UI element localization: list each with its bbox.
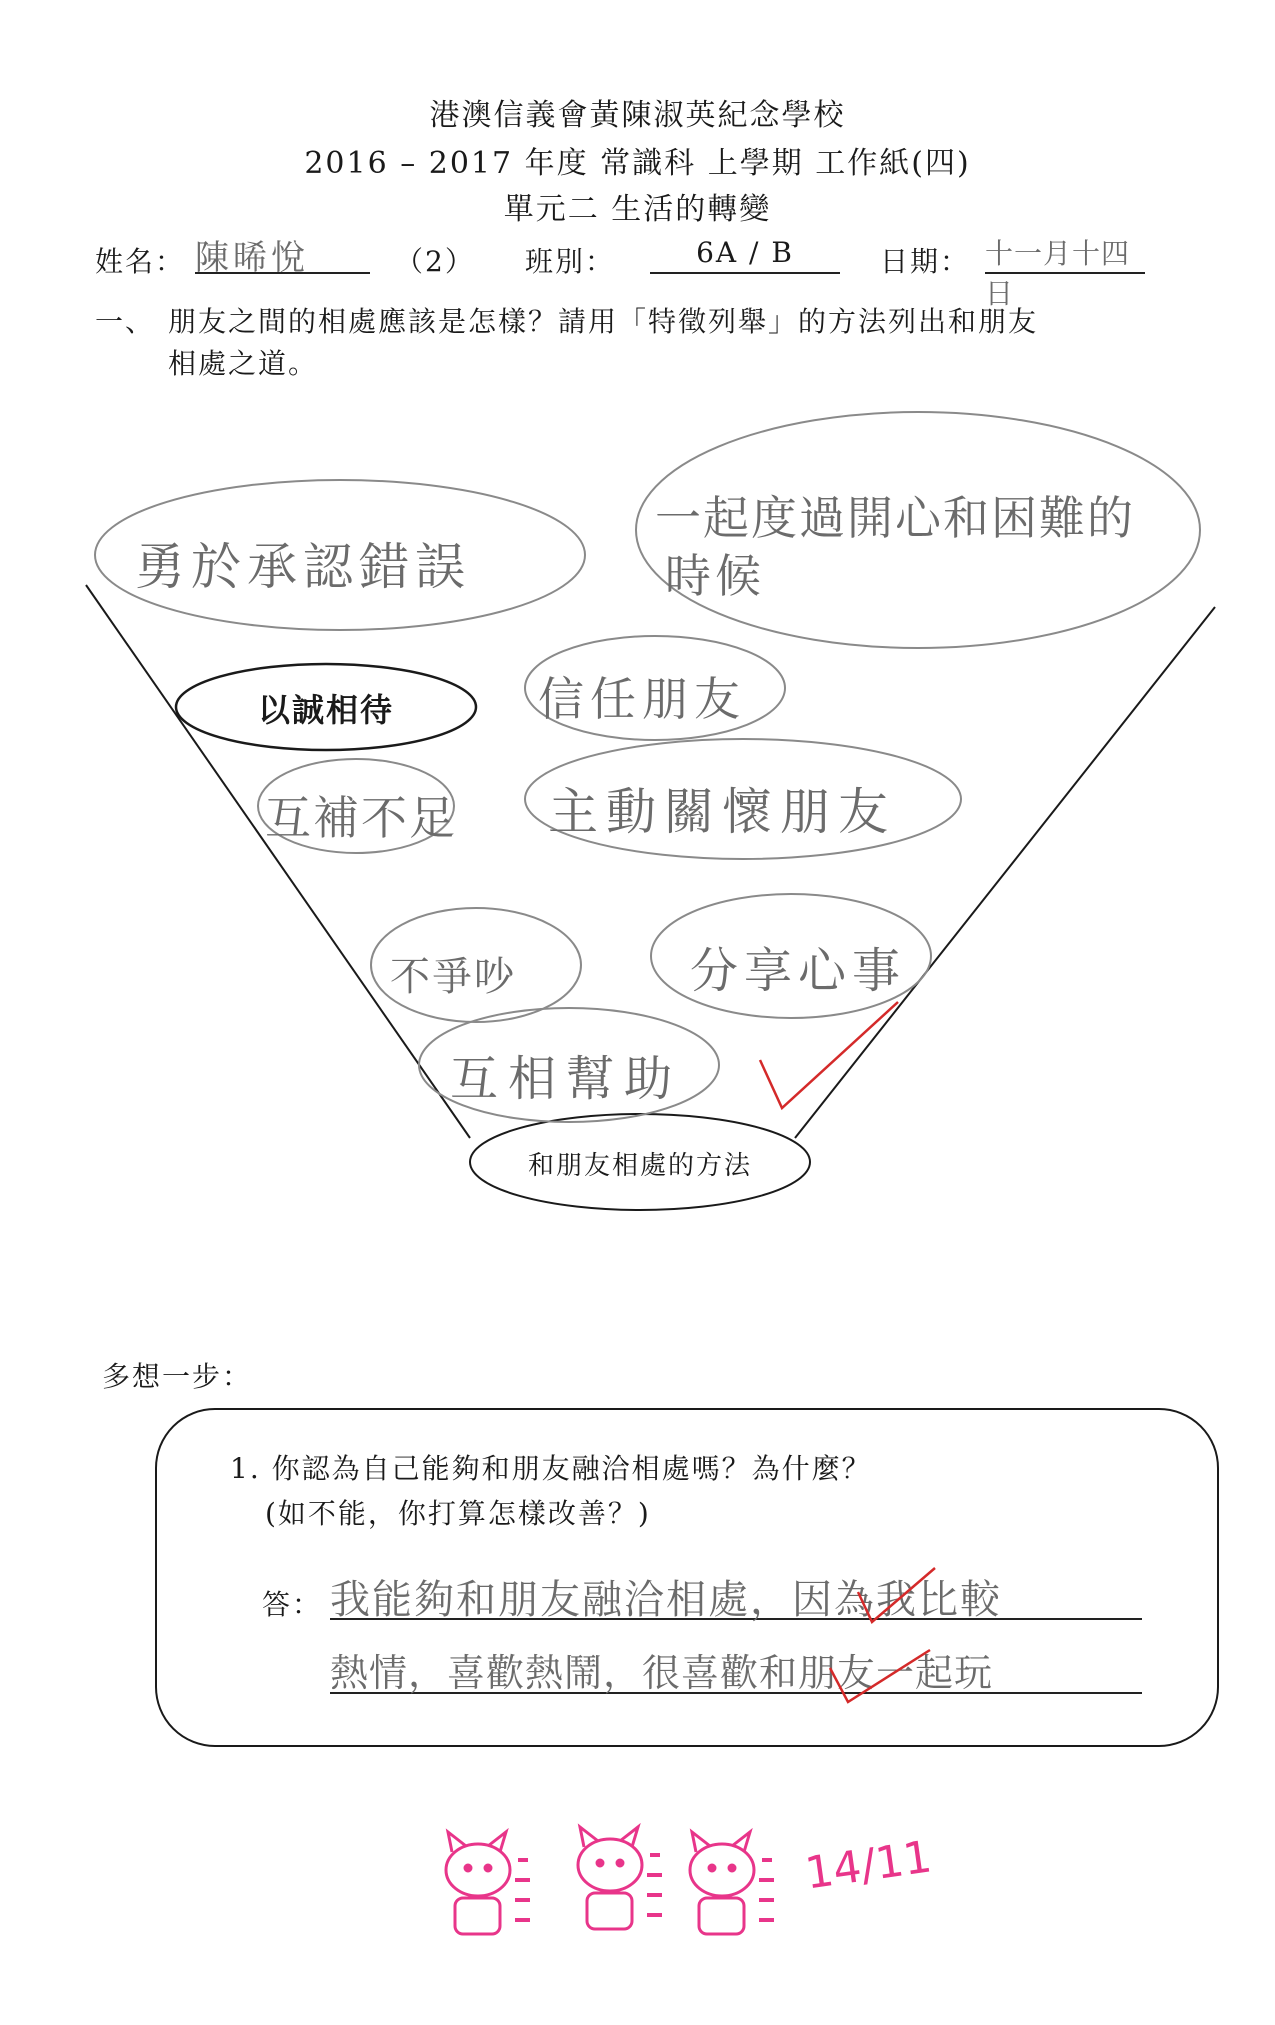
think-more-label: 多想一步： (102, 1360, 253, 1393)
answer-6: 不爭吵 (390, 954, 516, 1000)
date-label: 日期： (880, 245, 971, 278)
date-field: 十一月十四日 (985, 232, 1145, 274)
answer-line-2: 熱情，喜歡熱鬧，很喜歡和朋友一起玩 (330, 1642, 1142, 1694)
answer-7: 分享心事 (690, 943, 907, 999)
answer-8: 互相幫助 (450, 1051, 683, 1107)
answer-line-1: 我能夠和朋友融洽相處，因為我比較 (330, 1568, 1142, 1620)
answer-3: 信任朋友 (538, 672, 746, 726)
unit-title: 單元二 生活的轉變 (503, 192, 772, 227)
answer-2-line-1: 一起度過開心和困難的 (655, 491, 1135, 545)
think-more-question-line-2: (如不能，你打算怎樣改善？) (265, 1497, 651, 1530)
think-more-question-line-1: 1. 你認為自己能夠和朋友融洽相處嗎？為什麼？ (230, 1452, 872, 1485)
printed-label-methods: 和朋友相處的方法 (527, 1151, 752, 1181)
answer-5: 主動關懷朋友 (548, 783, 896, 841)
name-field: 陳晞悅 (195, 230, 370, 274)
class-field: 6A / B (650, 236, 840, 274)
answer-4: 互補不足 (265, 791, 457, 845)
question-number: 一、 (95, 305, 156, 338)
class-label: 班別： (525, 245, 616, 278)
student-number: （2） (395, 245, 475, 278)
printed-label-sincerity: 以誠相待 (257, 691, 394, 729)
answer-2-line-2: 時候 (665, 549, 765, 603)
question-line-1: 朋友之間的相處應該是怎樣？請用「特徵列舉」的方法列出和朋友 (168, 305, 1039, 338)
answer-label: 答： (262, 1588, 323, 1621)
grade-mark: 14/11 (802, 1831, 935, 1900)
name-label: 姓名： (95, 245, 186, 278)
stamp-icon (690, 1832, 774, 1934)
answer-1: 勇於承認錯誤 (135, 538, 471, 596)
worksheet-title: 2016 – 2017 年度 常識科 上學期 工作紙(四) (304, 146, 971, 181)
question-line-2: 相處之道。 (168, 347, 319, 380)
stamp-icon (578, 1827, 662, 1929)
school-name: 港澳信義會黃陳淑英紀念學校 (429, 98, 846, 133)
stamp-icon (446, 1832, 530, 1934)
